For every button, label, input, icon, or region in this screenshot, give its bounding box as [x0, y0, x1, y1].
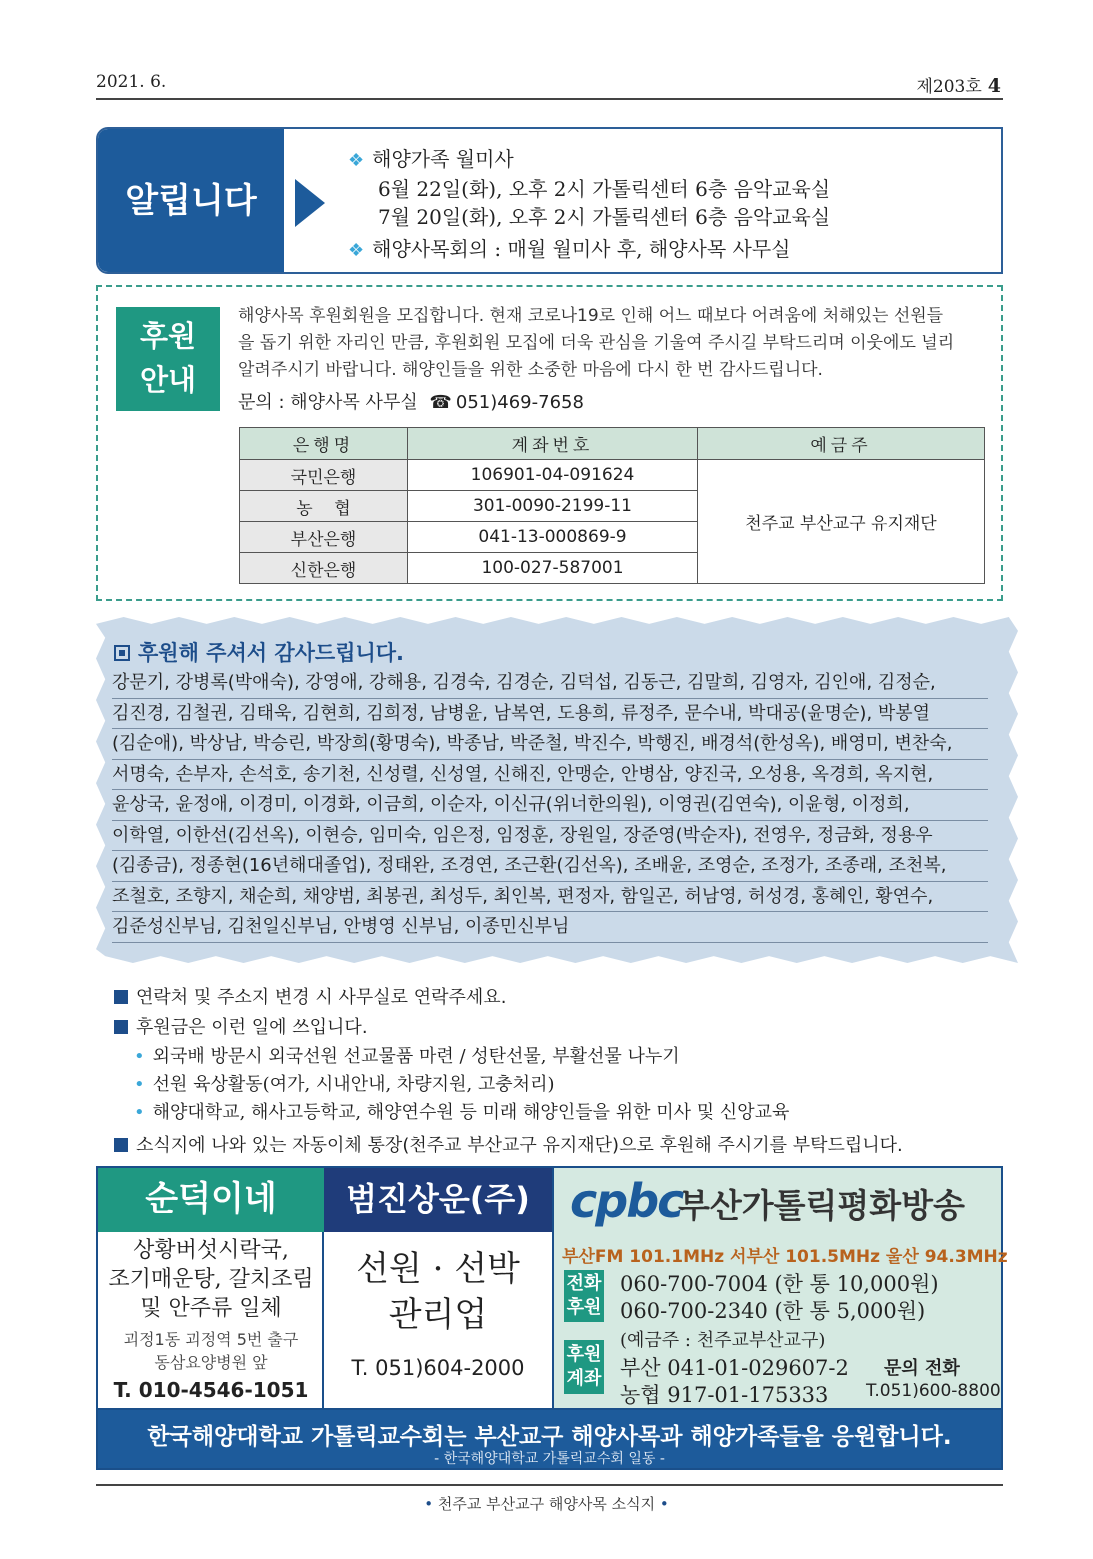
notice-box: [96, 127, 1003, 274]
ad-cpbc: [552, 1168, 1008, 1408]
list-item: 강문기, 강병록(박애숙), 강영애, 강해용, 김경숙, 김경순, 김덕섭, 김동근, 김말희, 김영자, 김인애, 김정순,: [112, 668, 988, 699]
support-text-line: 을 돕기 위한 자리인 만큼, 후원회원 모집에 더욱 관심을 기울여 주시길 부탁드리며 이웃에도 널리: [238, 333, 955, 353]
support-text-line: 알려주시기 바랍니다. 해양인들을 위한 소중한 마음에 다시 한 번 감사드립니다.: [238, 360, 823, 380]
banner-signature: - 한국해양대학교 가톨릭교수회 일동 -: [434, 1451, 665, 1467]
usage-item: [134, 1098, 789, 1124]
issue-label: 제203호: [916, 77, 982, 97]
donation-account: 농협 917-01-175333: [620, 1383, 829, 1407]
list-item: 조철호, 조향지, 채순희, 채양범, 최봉권, 최성두, 최인복, 편정자, 함일곤, 허남영, 허성경, 홍혜인, 황연수,: [112, 882, 988, 913]
diamond-bullet-icon: ❖: [348, 240, 365, 261]
telephone-icon: ☎: [429, 392, 452, 413]
column-header-holder: 예금주: [698, 428, 985, 460]
notice-item-label: 해양가족 월미사: [372, 147, 514, 171]
dot-bullet-icon: •: [134, 1102, 145, 1123]
inquiry-label: 문의 전화: [884, 1358, 960, 1379]
service-line: 관리업: [388, 1295, 488, 1335]
badge-line: 전화: [566, 1273, 602, 1294]
support-description: [238, 303, 990, 384]
header-divider: [96, 98, 1003, 100]
notice-date-june: 6월 22일(화), 오후 2시 가톨릭센터 6층 음악교육실: [378, 177, 831, 201]
dot-bullet-icon: •: [134, 1074, 145, 1095]
bank-name: 신한은행: [240, 553, 408, 584]
account-number: 041-13-000869-9: [408, 522, 698, 553]
list-item: 이학열, 이한선(김선옥), 이현승, 임미숙, 임은정, 임정훈, 장원일, 장준영(박순자), 전영우, 정금화, 정용우: [112, 821, 988, 852]
usage-text: 외국배 방문시 외국선원 선교물품 마련 / 성탄선물, 부활선물 나누기: [152, 1046, 680, 1067]
column-header-bank: 은행명: [240, 428, 408, 460]
thanks-title-text: 후원해 주셔서 감사드립니다.: [138, 641, 405, 665]
account-number: 301-0090-2199-11: [408, 491, 698, 522]
thanks-title: [114, 637, 404, 667]
support-badge-line: 안내: [139, 363, 197, 397]
support-text-line: 해양사목 후원회원을 모집합니다. 현재 코로나19로 인해 어느 때보다 어려움에 처해있는 선원들: [238, 306, 944, 326]
issue-date: 2021. 6.: [96, 72, 167, 92]
ad-sundeok-title: 순덕이네: [98, 1168, 324, 1232]
bank-name: 농 협: [240, 491, 408, 522]
usage-item: [134, 1042, 680, 1068]
note-contact-change: [114, 983, 506, 1009]
service-line: 선원 · 선박: [356, 1249, 520, 1289]
notice-item-mass: [348, 143, 514, 172]
column-header-account: 계좌번호: [408, 428, 698, 460]
usage-text: 해양대학교, 해사고등학교, 해양연수원 등 미래 해양인들을 위한 미사 및 신앙교육: [152, 1102, 790, 1123]
note-text: 후원금은 이런 일에 쓰입니다.: [136, 1017, 368, 1038]
support-badge-line: 후원: [139, 319, 197, 353]
ad-beomjin-phone: T. 051)604-2000: [351, 1356, 525, 1380]
ads-box: [96, 1166, 1008, 1470]
square-bullet-icon: [114, 645, 130, 661]
usage-text: 선원 육상활동(여가, 시내안내, 차량지원, 고충처리): [152, 1074, 555, 1095]
badge-line: 후원: [566, 1297, 602, 1318]
note-donation-usage: [114, 1013, 368, 1039]
notice-item-meeting: [348, 233, 790, 262]
menu-line: 및 안주류 일체: [140, 1296, 282, 1321]
footer: [0, 1493, 1093, 1514]
issue-number: [916, 72, 1001, 97]
list-item: (김종금), 정종현(16년해대졸업), 정태완, 조경연, 조근환(김선옥), 조배윤, 조영순, 조정가, 조종래, 조천복,: [112, 851, 988, 882]
dot-bullet-icon: •: [424, 1495, 438, 1513]
bank-account-table: [239, 427, 985, 584]
note-text: 소식지에 나와 있는 자동이체 통장(천주교 부산교구 유지재단)으로 후원해 주시기를 부탁드립니다.: [136, 1135, 903, 1156]
notice-item-label: 해양사목회의 : 매월 월미사 후, 해양사목 사무실: [372, 237, 791, 261]
ad-sundeok-menu: [98, 1236, 324, 1323]
donor-name-list: [112, 668, 988, 943]
note-text: 연락처 및 주소지 변경 시 사무실로 연락주세요.: [136, 987, 507, 1008]
square-bullet-icon: [114, 1138, 128, 1152]
banner-message: 한국해양대학교 가톨릭교수회는 부산교구 해양사목과 해양가족들을 응원합니다.: [147, 1424, 952, 1450]
ad-beomjin-service: [324, 1246, 552, 1338]
menu-line: 조기매운탕, 갈치조림: [108, 1267, 314, 1292]
cpbc-station-name: 부산가톨릭평화방송: [678, 1186, 965, 1225]
list-item: 윤상국, 윤정애, 이경미, 이경화, 이금희, 이순자, 이신규(위너한의원), 이영권(김연숙), 이윤형, 이정희,: [112, 790, 988, 821]
square-bullet-icon: [114, 990, 128, 1004]
cpbc-frequencies: 부산FM 101.1MHz 서부산 101.5MHz 울산 94.3MHz: [562, 1247, 1008, 1267]
page-number: 4: [987, 75, 1001, 97]
notice-date-july: 7월 20일(화), 오후 2시 가톨릭센터 6층 음악교육실: [378, 205, 831, 229]
bank-name: 부산은행: [240, 522, 408, 553]
account-number: 100-027-587001: [408, 553, 698, 584]
support-contact: [238, 388, 584, 414]
list-item: (김순애), 박상남, 박승린, 박장희(황명숙), 박종남, 박준철, 박진수, 박행진, 배경석(한성옥), 배영미, 변찬숙,: [112, 729, 988, 760]
inquiry-phone: T.051)600-8800: [866, 1381, 1001, 1401]
list-item: 김준성신부님, 김천일신부님, 안병영 신부님, 이종민신부님: [112, 912, 988, 943]
list-item: 서명숙, 손부자, 손석호, 송기천, 신성렬, 신성열, 신해진, 안맹순, 안병삼, 양진국, 오성용, 옥경희, 옥지현,: [112, 760, 988, 791]
menu-line: 상황버섯시락국,: [133, 1238, 289, 1263]
donation-phone: 060-700-7004 (한 통 10,000원): [620, 1272, 939, 1296]
dot-bullet-icon: •: [134, 1046, 145, 1067]
contact-label: 문의 : 해양사목 사무실: [238, 392, 418, 413]
address-line: 동삼요양병원 앞: [154, 1353, 268, 1372]
bank-name: 국민은행: [240, 460, 408, 491]
professors-banner: [98, 1408, 1001, 1468]
badge-line: 계좌: [566, 1368, 602, 1389]
usage-item: [134, 1070, 554, 1096]
account-holder: 천주교 부산교구 유지재단: [698, 460, 985, 584]
notice-title: 알립니다: [125, 181, 257, 221]
ad-sundeok-phone: T. 010-4546-1051: [113, 1378, 309, 1402]
dot-bullet-icon: •: [655, 1495, 669, 1513]
square-bullet-icon: [114, 1020, 128, 1034]
badge-line: 후원: [566, 1344, 602, 1365]
footer-divider: [96, 1484, 1003, 1486]
list-item: 김진경, 김철권, 김태욱, 김현희, 김희정, 남병윤, 남복연, 도용희, 류정주, 문수내, 박대공(윤명순), 박봉열: [112, 699, 988, 730]
arrow-right-icon: [295, 179, 325, 227]
support-box: [96, 285, 1003, 601]
account-holder-note: (예금주 : 천주교부산교구): [620, 1330, 826, 1351]
ad-beomjin-title: 범진상운(주): [324, 1168, 552, 1232]
cpbc-logo: cpbc: [570, 1174, 683, 1228]
table-row: [240, 460, 985, 491]
support-badge: [116, 307, 220, 411]
contact-phone: 051)469-7658: [455, 392, 584, 413]
phone-donation-badge: [564, 1270, 604, 1322]
note-auto-transfer: [114, 1131, 903, 1157]
footer-text: 천주교 부산교구 해양사목 소식지: [437, 1495, 656, 1513]
ad-sundeok-address: [98, 1328, 324, 1374]
address-line: 괴정1동 괴정역 5번 출구: [123, 1330, 299, 1349]
diamond-bullet-icon: ❖: [348, 150, 365, 171]
account-number: 106901-04-091624: [408, 460, 698, 491]
donation-account: 부산 041-01-029607-2: [620, 1356, 849, 1380]
table-header-row: [240, 428, 985, 460]
donation-phone: 060-700-2340 (한 통 5,000원): [620, 1299, 926, 1323]
account-donation-badge: [564, 1340, 604, 1394]
